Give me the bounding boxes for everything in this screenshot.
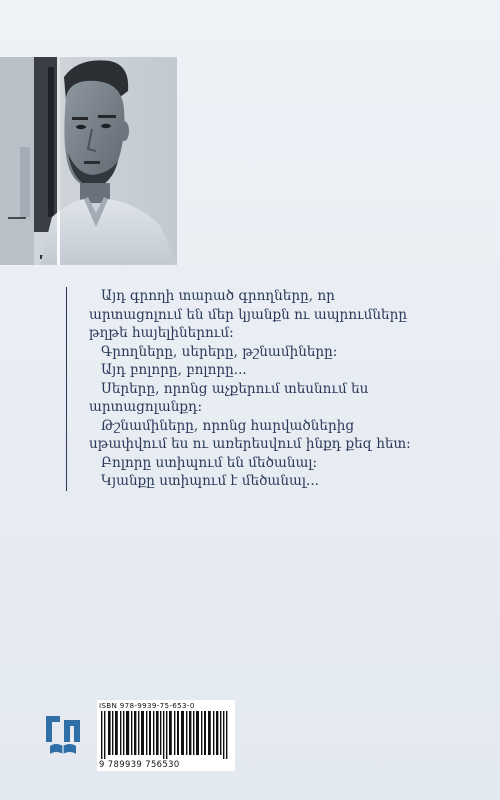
blurb-line: Սերերը, որոնց աչքերում տեսնում ես [101, 380, 369, 397]
blurb-line: Այդ բոլորը, բոլորը... [101, 362, 247, 378]
barcode-number: 9 789939 756530 [99, 759, 180, 769]
isbn-barcode [97, 700, 235, 771]
barcode-bars [99, 711, 233, 759]
publisher-logo [40, 712, 86, 762]
blurb-line: արտացոլանքդ: [89, 399, 203, 415]
blurb-line: Այդ գրողի տարած գրողները, որ [101, 288, 335, 304]
author-photo [0, 57, 177, 265]
blurb-line: Բոլորը ստիպում են մեծանալ: [101, 454, 318, 471]
isbn-label: ISBN 978-9939-75-653-0 [99, 701, 195, 710]
blurb-line: Գրողները, սերերը, թշնամիները: [101, 343, 338, 360]
blurb-text [66, 287, 469, 491]
blurb-line: Կյանքը ստիպում է մեծանալ... [101, 473, 319, 489]
blurb-line: թղթե հայելիներում: [89, 325, 234, 341]
blurb-line: սթափվում ես ու առերեսվում ինքդ քեզ հետ: [89, 436, 411, 452]
blurb-line: արտացոլում են մեր կյանքն ու ապրումները [89, 306, 407, 323]
blurb-line: Թշնամիները, որոնց հարվածներից [101, 417, 355, 434]
